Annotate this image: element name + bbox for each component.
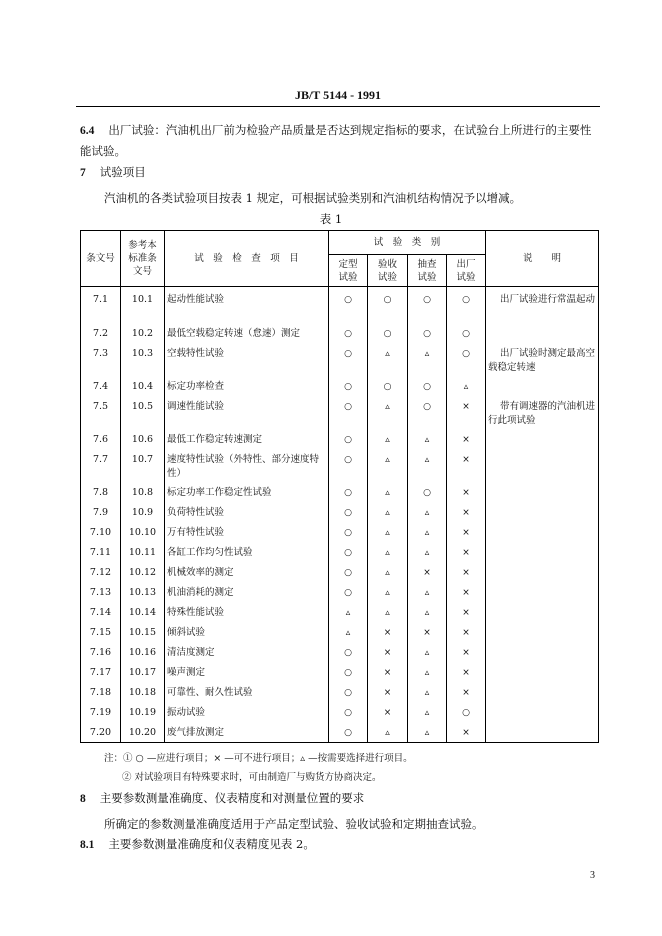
cell-clause: 7.10 (81, 523, 121, 543)
cell-acceptance-test: ▵ (368, 723, 408, 743)
section-8-body: 所确定的参数测量准确度适用于产品定型试验、验收试验和定期抽查试验。 (104, 817, 484, 831)
cell-item: 起动性能试验 (165, 287, 329, 324)
paragraph-6-4 (80, 120, 600, 161)
cell-type-test: ○ (329, 483, 368, 503)
cell-factory-test: × (447, 523, 486, 543)
cell-acceptance-test: ▵ (368, 344, 408, 377)
cell-ref: 10.14 (121, 603, 165, 623)
cell-remark (486, 623, 599, 643)
table-caption: 表 1 (319, 212, 343, 226)
cell-item: 机械效率的测定 (165, 563, 329, 583)
cell-ref: 10.13 (121, 583, 165, 603)
cell-ref: 10.17 (121, 663, 165, 683)
cell-sampling-test: ▵ (408, 523, 447, 543)
cell-acceptance-test: ▵ (368, 583, 408, 603)
col-header-sampling-test: 抽查试验 (408, 255, 447, 287)
cell-factory-test: × (447, 683, 486, 703)
table-row (81, 583, 599, 603)
cell-item: 调速性能试验 (165, 397, 329, 430)
cell-clause: 7.11 (81, 543, 121, 563)
col-header-category: 试 验 类 别 (329, 231, 486, 255)
cell-factory-test: × (447, 503, 486, 523)
cell-ref: 10.7 (121, 450, 165, 483)
section-7-body: 汽油机的各类试验项目按表 1 规定，可根据试验类别和汽油机结构情况予以增减。 (104, 191, 522, 205)
cell-remark (486, 543, 599, 563)
cell-type-test: ○ (329, 563, 368, 583)
cell-remark (486, 603, 599, 623)
cell-item: 噪声测定 (165, 663, 329, 683)
cell-remark: 出厂试验时测定最高空载稳定转速 (486, 344, 599, 377)
cell-clause: 7.8 (81, 483, 121, 503)
cell-type-test: ○ (329, 377, 368, 397)
cell-acceptance-test: ▵ (368, 503, 408, 523)
test-items-table (80, 230, 599, 743)
cell-clause: 7.9 (81, 503, 121, 523)
cell-acceptance-test: ○ (368, 377, 408, 397)
cell-remark (486, 723, 599, 743)
cell-item: 万有特性试验 (165, 523, 329, 543)
cell-item: 最低工作稳定转速测定 (165, 430, 329, 450)
cell-factory-test: ○ (447, 287, 486, 324)
cell-factory-test: × (447, 543, 486, 563)
cell-type-test: ○ (329, 430, 368, 450)
cell-clause: 7.19 (81, 703, 121, 723)
col-header-clause: 条文号 (81, 231, 121, 287)
cell-remark (486, 324, 599, 344)
cell-type-test: ○ (329, 397, 368, 430)
cell-type-test: ○ (329, 523, 368, 543)
section-title: 试验项目 (99, 165, 146, 179)
cell-sampling-test: ○ (408, 287, 447, 324)
cell-ref: 10.6 (121, 430, 165, 450)
cell-acceptance-test: ▵ (368, 523, 408, 543)
clause-text: 出厂试验：汽油机出厂前为检验产品质量是否达到规定指标的要求，在试验台上所进行的主要性能试验。 (80, 123, 592, 158)
cell-remark (486, 583, 599, 603)
cell-sampling-test: ▵ (408, 430, 447, 450)
cell-ref: 10.5 (121, 397, 165, 430)
cell-acceptance-test: ▵ (368, 563, 408, 583)
table-note-1: 注：① ○ —应进行项目；× —可不进行项目；▵ —按需要选择进行项目。 (104, 753, 413, 764)
cell-ref: 10.11 (121, 543, 165, 563)
cell-factory-test: × (447, 450, 486, 483)
col-header-factory-test: 出厂试验 (447, 255, 486, 287)
col-header-acceptance-test: 验收试验 (368, 255, 408, 287)
table-row (81, 563, 599, 583)
col-header-ref: 参考本标准条文号 (121, 231, 165, 287)
cell-type-test: ▵ (329, 603, 368, 623)
cell-sampling-test: ▵ (408, 683, 447, 703)
cell-ref: 10.4 (121, 377, 165, 397)
cell-remark: 出厂试验进行常温起动 (486, 287, 599, 324)
cell-sampling-test: ○ (408, 483, 447, 503)
header-rule (76, 106, 600, 107)
cell-item: 速度特性试验（外特性、部分速度特性） (165, 450, 329, 483)
cell-item: 负荷特性试验 (165, 503, 329, 523)
cell-clause: 7.17 (81, 663, 121, 683)
table-row (81, 603, 599, 623)
cell-type-test: ○ (329, 663, 368, 683)
cell-sampling-test: ▵ (408, 450, 447, 483)
cell-factory-test: × (447, 643, 486, 663)
cell-acceptance-test: × (368, 663, 408, 683)
cell-sampling-test: × (408, 563, 447, 583)
cell-acceptance-test: × (368, 703, 408, 723)
table-row (81, 324, 599, 344)
cell-clause: 7.15 (81, 623, 121, 643)
cell-type-test: ○ (329, 503, 368, 523)
cell-acceptance-test: × (368, 683, 408, 703)
cell-clause: 7.2 (81, 324, 121, 344)
cell-factory-test: × (447, 603, 486, 623)
section-number: 8 (80, 793, 86, 805)
table-row (81, 287, 599, 324)
cell-remark: 带有调速器的汽油机进行此项试验 (486, 397, 599, 430)
cell-clause: 7.12 (81, 563, 121, 583)
cell-factory-test: ○ (447, 324, 486, 344)
cell-remark (486, 663, 599, 683)
cell-sampling-test: ▵ (408, 663, 447, 683)
cell-remark (486, 703, 599, 723)
section-8-heading (80, 788, 364, 809)
cell-clause: 7.16 (81, 643, 121, 663)
cell-clause: 7.6 (81, 430, 121, 450)
cell-item: 清洁度测定 (165, 643, 329, 663)
cell-sampling-test: ▵ (408, 703, 447, 723)
cell-factory-test: ○ (447, 344, 486, 377)
page-number: 3 (590, 870, 595, 881)
cell-type-test: ○ (329, 703, 368, 723)
cell-ref: 10.9 (121, 503, 165, 523)
cell-type-test: ○ (329, 324, 368, 344)
cell-item: 空载特性试验 (165, 344, 329, 377)
cell-item: 各缸工作均匀性试验 (165, 543, 329, 563)
clause-text: 主要参数测量准确度和仪表精度见表 2。 (108, 837, 315, 851)
cell-item: 振动试验 (165, 703, 329, 723)
cell-clause: 7.1 (81, 287, 121, 324)
cell-item: 机油消耗的测定 (165, 583, 329, 603)
cell-type-test: ○ (329, 583, 368, 603)
page-header-standard-no: JB/T 5144 - 1991 (294, 88, 382, 102)
cell-clause: 7.20 (81, 723, 121, 743)
cell-factory-test: × (447, 723, 486, 743)
cell-clause: 7.18 (81, 683, 121, 703)
cell-type-test: ○ (329, 450, 368, 483)
cell-sampling-test: ○ (408, 377, 447, 397)
table-row (81, 377, 599, 397)
cell-ref: 10.15 (121, 623, 165, 643)
cell-sampling-test: ▵ (408, 344, 447, 377)
cell-sampling-test: ▵ (408, 723, 447, 743)
cell-sampling-test: ○ (408, 324, 447, 344)
section-number: 7 (80, 167, 86, 179)
table-row (81, 703, 599, 723)
cell-acceptance-test: ▵ (368, 543, 408, 563)
cell-factory-test: × (447, 663, 486, 683)
cell-factory-test: × (447, 430, 486, 450)
table-row (81, 430, 599, 450)
cell-type-test: ○ (329, 683, 368, 703)
cell-factory-test: × (447, 583, 486, 603)
cell-remark (486, 563, 599, 583)
cell-ref: 10.8 (121, 483, 165, 503)
cell-acceptance-test: ▵ (368, 603, 408, 623)
cell-acceptance-test: ▵ (368, 397, 408, 430)
cell-ref: 10.10 (121, 523, 165, 543)
cell-clause: 7.13 (81, 583, 121, 603)
table-row (81, 663, 599, 683)
cell-factory-test: ▵ (447, 377, 486, 397)
cell-item: 最低空载稳定转速（怠速）测定 (165, 324, 329, 344)
cell-remark (486, 483, 599, 503)
cell-sampling-test: ▵ (408, 603, 447, 623)
table-row (81, 503, 599, 523)
cell-sampling-test: × (408, 623, 447, 643)
cell-remark (486, 450, 599, 483)
cell-ref: 10.20 (121, 723, 165, 743)
clause-number: 6.4 (80, 125, 95, 137)
table-row (81, 543, 599, 563)
table-row (81, 523, 599, 543)
table-row (81, 723, 599, 743)
cell-type-test: ○ (329, 287, 368, 324)
cell-clause: 7.5 (81, 397, 121, 430)
cell-sampling-test: ▵ (408, 583, 447, 603)
cell-remark (486, 683, 599, 703)
cell-ref: 10.16 (121, 643, 165, 663)
cell-factory-test: × (447, 563, 486, 583)
section-8-1 (80, 834, 315, 855)
section-7-heading (80, 162, 146, 183)
cell-factory-test: ○ (447, 703, 486, 723)
cell-remark (486, 643, 599, 663)
table-row (81, 397, 599, 430)
cell-item: 可靠性、耐久性试验 (165, 683, 329, 703)
col-header-item: 试 验 检 查 项 目 (165, 231, 329, 287)
cell-item: 标定功率工作稳定性试验 (165, 483, 329, 503)
cell-ref: 10.1 (121, 287, 165, 324)
table-row (81, 643, 599, 663)
cell-type-test: ○ (329, 344, 368, 377)
cell-factory-test: × (447, 397, 486, 430)
cell-clause: 7.4 (81, 377, 121, 397)
cell-sampling-test: ▵ (408, 543, 447, 563)
cell-clause: 7.7 (81, 450, 121, 483)
table-note-2: ② 对试验项目有特殊要求时，可由制造厂与购货方协商决定。 (122, 772, 382, 783)
cell-factory-test: × (447, 483, 486, 503)
cell-type-test: ○ (329, 723, 368, 743)
cell-remark (486, 523, 599, 543)
table-row (81, 483, 599, 503)
table-row (81, 344, 599, 377)
cell-remark (486, 430, 599, 450)
cell-acceptance-test: × (368, 623, 408, 643)
cell-ref: 10.3 (121, 344, 165, 377)
cell-acceptance-test: ▵ (368, 430, 408, 450)
table-row (81, 623, 599, 643)
cell-sampling-test: ▵ (408, 643, 447, 663)
cell-ref: 10.2 (121, 324, 165, 344)
cell-type-test: ▵ (329, 623, 368, 643)
cell-type-test: ○ (329, 543, 368, 563)
cell-item: 废气排放测定 (165, 723, 329, 743)
cell-acceptance-test: ▵ (368, 450, 408, 483)
clause-number: 8.1 (80, 839, 95, 851)
cell-acceptance-test: ○ (368, 287, 408, 324)
cell-sampling-test: ○ (408, 397, 447, 430)
cell-acceptance-test: ○ (368, 324, 408, 344)
cell-factory-test: × (447, 623, 486, 643)
cell-ref: 10.12 (121, 563, 165, 583)
table-row (81, 450, 599, 483)
cell-item: 标定功率检查 (165, 377, 329, 397)
cell-remark (486, 503, 599, 523)
cell-item: 倾斜试验 (165, 623, 329, 643)
cell-sampling-test: ▵ (408, 503, 447, 523)
col-header-type-test: 定型试验 (329, 255, 368, 287)
cell-acceptance-test: ▵ (368, 483, 408, 503)
cell-type-test: ○ (329, 643, 368, 663)
cell-remark (486, 377, 599, 397)
table-row (81, 683, 599, 703)
cell-ref: 10.19 (121, 703, 165, 723)
cell-ref: 10.18 (121, 683, 165, 703)
cell-clause: 7.3 (81, 344, 121, 377)
cell-clause: 7.14 (81, 603, 121, 623)
section-title: 主要参数测量准确度、仪表精度和对测量位置的要求 (99, 791, 365, 805)
col-header-remarks: 说 明 (486, 231, 599, 287)
cell-acceptance-test: × (368, 643, 408, 663)
cell-item: 特殊性能试验 (165, 603, 329, 623)
